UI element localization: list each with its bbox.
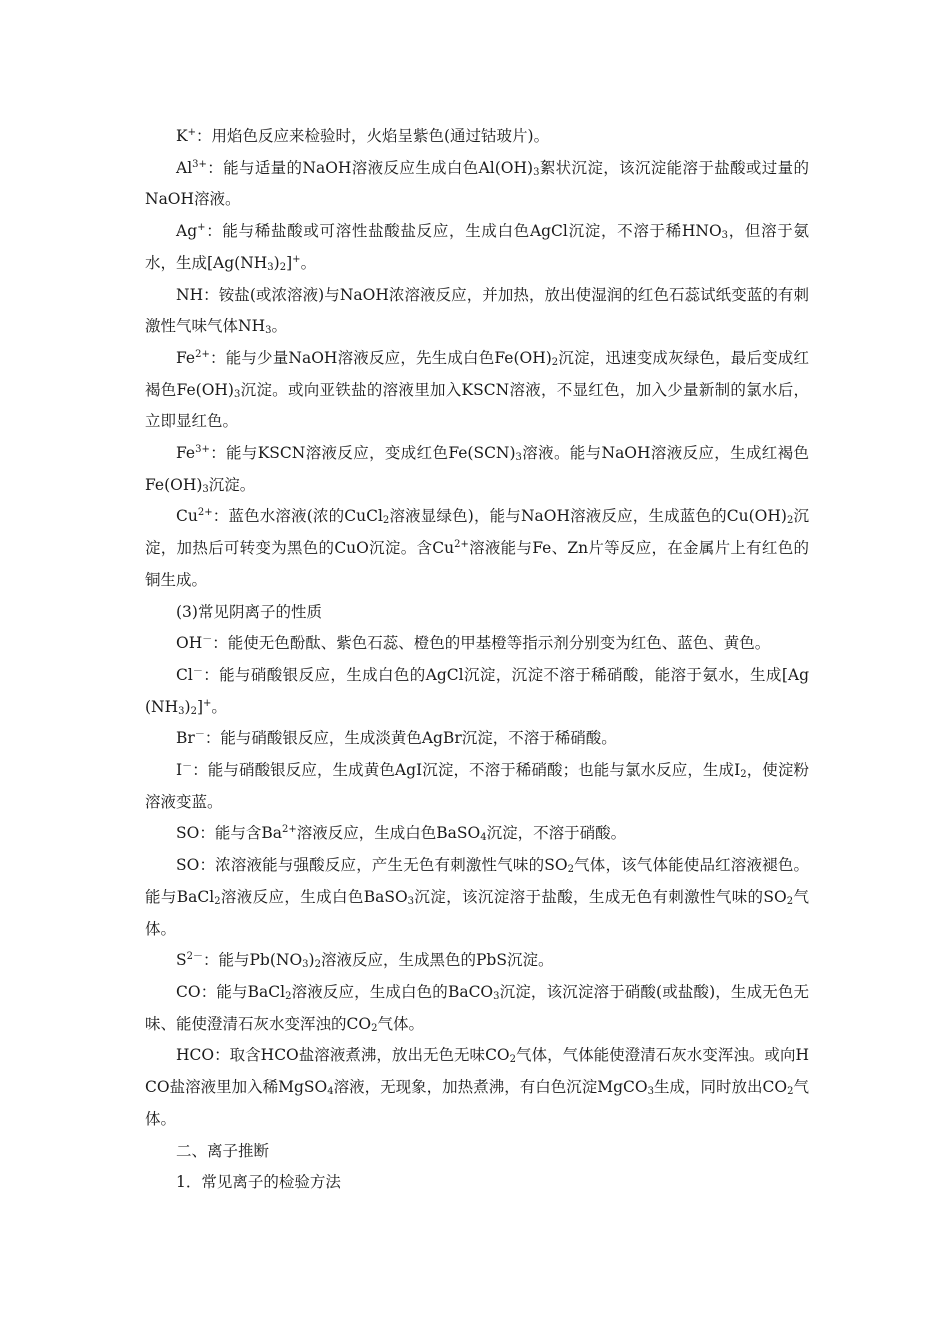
- superscript: 2－: [186, 951, 203, 963]
- paragraph-sec2: [145, 1136, 809, 1168]
- text-run: SO：能与含Ba: [176, 824, 282, 843]
- subscript: 3: [407, 895, 415, 907]
- text-run: NH：铵盐(或浓溶液)与NaOH浓溶液反应，并加热，放出使湿润的红色石蕊试纸变蓝的有刺激性气味气体NH: [145, 285, 809, 336]
- text-run: ：用焰色反应来检验时，火焰呈紫色(通过钴玻片)。: [195, 127, 550, 145]
- text-run: Cu: [176, 507, 198, 526]
- paragraph-k: [145, 121, 809, 153]
- text-run: ]: [286, 253, 293, 272]
- superscript: 2+: [195, 348, 210, 360]
- subscript: 3: [233, 388, 241, 400]
- superscript: －: [194, 729, 205, 741]
- subscript: 3: [515, 452, 522, 464]
- text-run: 。: [271, 317, 287, 336]
- subscript: 2: [279, 261, 287, 273]
- superscript: 2+: [281, 824, 297, 836]
- text-run: 。: [211, 697, 227, 716]
- text-run: 溶液，无现象，加热煮沸，有白色沉淀MgCO: [333, 1078, 648, 1097]
- paragraph-cl: [145, 660, 809, 723]
- paragraph-fe2: [145, 343, 809, 438]
- text-run: 1．常见离子的检验方法: [176, 1173, 341, 1192]
- text-run: 气体。: [377, 1014, 424, 1033]
- text-run: Fe: [176, 348, 196, 367]
- text-run: 沉淀，迅速变成灰绿色，最后变成红褐色Fe(OH): [145, 348, 809, 399]
- subscript: 2: [371, 1022, 378, 1034]
- text-run: Br: [176, 729, 195, 748]
- superscript: －: [202, 634, 213, 646]
- subscript: 3: [647, 1086, 654, 1098]
- text-run: (3)常见阴离子的性质: [176, 602, 322, 621]
- text-run: 沉淀，加热后可转变为黑色的CuO沉淀。含Cu: [145, 507, 809, 558]
- text-run: 溶液显绿色)，能与NaOH溶液反应，生成蓝色的Cu(OH): [389, 507, 787, 526]
- text-run: 。: [300, 253, 317, 272]
- text-run: K: [176, 127, 188, 145]
- text-run: ：蓝色水溶液(浓的CuCl: [212, 507, 383, 526]
- text-run: 溶液。能与NaOH溶液反应，生成红褐色Fe(OH): [145, 444, 810, 494]
- superscript: －: [192, 665, 203, 677]
- text-run: ]: [196, 697, 204, 716]
- text-run: ：能与适量的NaOH溶液反应生成白色Al(OH): [206, 158, 534, 177]
- text-run: 溶液反应，生成白色BaSO: [220, 887, 408, 906]
- subscript: 3: [533, 166, 540, 178]
- subscript: 3: [302, 959, 309, 971]
- text-run: 沉淀，该沉淀溶于硝酸(或盐酸)，生成无色无味、能使澄清石灰水变浑浊的CO: [145, 982, 809, 1033]
- text-run: ，但溶于氨水，生成[Ag(NH: [145, 222, 809, 272]
- text-run: ：能与少量NaOH溶液反应，先生成白色Fe(OH): [209, 348, 552, 367]
- text-run: SO：浓溶液能与强酸反应，产生无色有刺激性气味的SO: [176, 856, 568, 875]
- text-run: ：能与硝酸银反应，生成白色的AgCl沉淀，沉淀不溶于稀硝酸，能溶于氨水，生成[Ag(NH: [145, 665, 809, 716]
- paragraph-nh: [145, 280, 809, 343]
- text-run: I: [176, 761, 183, 780]
- subscript: 3: [178, 705, 185, 717]
- subscript: 3: [265, 325, 272, 337]
- subscript: 2: [509, 1054, 517, 1066]
- text-run: 溶液反应，生成白色BaSO: [296, 824, 481, 843]
- subscript: 2: [190, 705, 197, 717]
- text-run: Al: [176, 158, 193, 177]
- document-page: [145, 121, 809, 1199]
- subscript: 2: [285, 990, 292, 1002]
- text-run: ：能使无色酚酞、紫色石蕊、橙色的甲基橙等指示剂分别变为红色、蓝色、黄色。: [212, 634, 771, 653]
- text-run: 二、离子推断: [176, 1141, 270, 1160]
- text-run: 气体，气体能使澄清石灰水变浑浊。或向HCO盐溶液里加入稀MgSO: [145, 1046, 809, 1097]
- subscript: 2: [786, 515, 794, 527]
- superscript: +: [187, 127, 196, 138]
- text-run: CO：能与BaCl: [176, 982, 286, 1001]
- text-run: 沉淀。或向亚铁盐的溶液里加入KSCN溶液，不显红色，加入少量新制的氯水后，立即显红色。: [145, 380, 809, 431]
- text-run: ，使淀粉溶液变蓝。: [145, 761, 809, 811]
- text-run: ：能与Pb(NO: [203, 951, 303, 970]
- superscript: 2+: [454, 539, 469, 551]
- text-run: 絮状沉淀，该沉淀能溶于盐酸或过量的NaOH溶液。: [145, 158, 809, 209]
- subscript: 2: [787, 1086, 794, 1098]
- subscript: 2: [314, 959, 321, 971]
- text-run: ：能与硝酸银反应，生成黄色AgI沉淀，不溶于稀硝酸；也能与氯水反应，生成I: [192, 761, 741, 780]
- paragraph-br: [145, 723, 809, 755]
- text-run: 沉淀，该沉淀溶于盐酸，生成无色有刺激性气味的SO: [414, 887, 787, 906]
- paragraph-so3: [145, 850, 809, 945]
- text-run: 气体。: [145, 887, 809, 938]
- paragraph-i: [145, 755, 809, 818]
- subscript: 2: [551, 356, 559, 368]
- subscript: 2: [382, 515, 390, 527]
- text-run: Ag: [176, 222, 198, 241]
- paragraph-so4: [145, 818, 809, 850]
- paragraph-co3: [145, 977, 809, 1040]
- superscript: +: [203, 697, 212, 709]
- paragraph-cu: [145, 501, 809, 596]
- paragraph-hco3: [145, 1040, 809, 1135]
- subscript: 4: [327, 1086, 334, 1098]
- superscript: +: [197, 222, 206, 234]
- superscript: 3+: [195, 444, 210, 456]
- text-run: ：能与稀盐酸或可溶性盐酸盐反应，生成白色AgCl沉淀，不溶于稀HNO: [205, 222, 722, 241]
- text-run: HCO：取含HCO盐溶液煮沸，放出无色无味CO: [176, 1046, 510, 1065]
- subscript: 2: [786, 895, 794, 907]
- superscript: 2+: [197, 507, 213, 519]
- subscript: 3: [202, 483, 209, 495]
- text-run: 溶液能与Fe、Zn片等反应，在金属片上有红色的铜生成。: [145, 539, 809, 589]
- text-run: 溶液反应，生成白色的BaCO: [291, 982, 494, 1001]
- superscript: －: [182, 761, 193, 773]
- paragraph-h3: [145, 597, 809, 629]
- text-run: ): [308, 951, 315, 970]
- paragraph-al: [145, 153, 809, 216]
- paragraph-ag: [145, 216, 809, 279]
- subscript: 3: [721, 230, 729, 242]
- paragraph-fe3: [145, 438, 809, 501]
- paragraph-oh: [145, 628, 809, 660]
- superscript: 3+: [192, 158, 207, 170]
- subscript: 3: [493, 990, 500, 1002]
- subscript: 3: [267, 261, 274, 273]
- subscript: 2: [567, 864, 574, 876]
- text-run: 气体，该气体能使品红溶液褪色。能与BaCl: [145, 856, 809, 906]
- text-run: ：能与硝酸银反应，生成淡黄色AgBr沉淀，不溶于稀硝酸。: [204, 729, 617, 748]
- text-run: 生成，同时放出CO: [653, 1078, 788, 1097]
- subscript: 2: [214, 895, 221, 907]
- text-run: 溶液反应，生成黑色的PbS沉淀。: [320, 951, 554, 970]
- paragraph-sec2-1: [145, 1167, 809, 1199]
- text-run: 沉淀，不溶于硝酸。: [486, 824, 627, 843]
- text-run: ): [184, 697, 191, 716]
- subscript: 2: [740, 769, 747, 781]
- text-run: ): [273, 253, 280, 272]
- text-run: 沉淀。: [208, 475, 256, 494]
- text-run: Cl: [176, 665, 193, 684]
- superscript: +: [292, 253, 301, 265]
- text-run: S: [176, 951, 187, 970]
- text-run: Fe: [176, 444, 196, 463]
- text-run: OH: [176, 634, 203, 653]
- paragraph-s: [145, 945, 809, 977]
- text-run: 气体。: [145, 1078, 809, 1128]
- text-run: ：能与KSCN溶液反应，变成红色Fe(SCN): [209, 444, 516, 463]
- subscript: 4: [480, 832, 487, 844]
